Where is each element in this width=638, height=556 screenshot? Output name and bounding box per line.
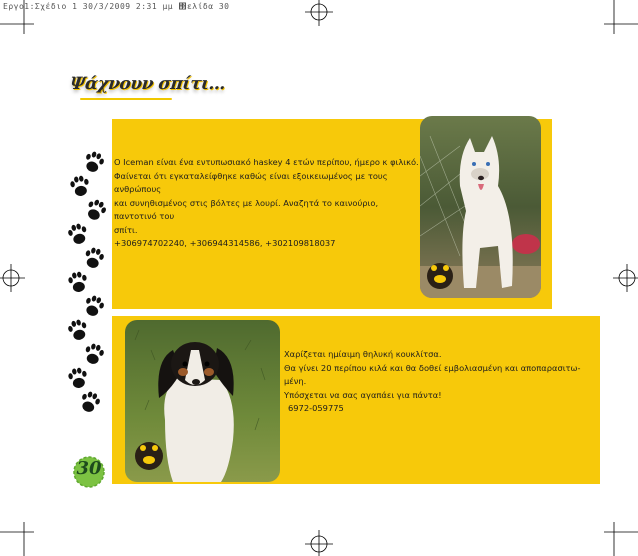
registration-mark-bottom [305, 530, 333, 556]
registration-mark-right [613, 264, 638, 292]
paw-prints-decoration [64, 148, 114, 428]
page-number: 30 [76, 458, 102, 479]
title-underline [80, 98, 172, 100]
dog2-line-4: Υπόσχεται να σας αγαπάει για πάντα! [284, 389, 442, 400]
page-title: Ψάχνουν σπίτι... [68, 74, 227, 94]
dog1-line-4: σπίτι. [114, 224, 138, 235]
dog2-description [284, 348, 584, 416]
dog2-line-3: μένη. [284, 376, 307, 386]
dog1-line-3: και συνηθισμένος στις βόλτες με λουρί. Αναζητά το καινούριο, παντοτινό του [114, 197, 379, 221]
dog2-photo [125, 320, 280, 482]
registration-mark-top [305, 0, 333, 26]
printer-slug: Εργο1:Σχέδιο 1 30/3/2009 2:31 μμ ΢ελίδα 30 [3, 2, 230, 11]
dog1-description [114, 156, 420, 251]
dog1-phones: +306974702240, +306944314586, +302109818037 [114, 238, 336, 248]
registration-mark-left [0, 264, 25, 292]
dog2-line-2: Θα γίνει 20 περίπου κιλά και θα δοθεί εμβολιασμένη και αποπαρασιτω- [284, 362, 581, 373]
dog2-line-1: Χαρίζεται ημίαιμη θηλυκή κουκλίτσα. [284, 349, 442, 359]
dog1-photo [420, 116, 541, 298]
dog1-line-1: Ο Iceman είναι ένα εντυπωσιακό haskey 4 ετών περίπου, ήμερο κ φιλικό. [114, 157, 419, 167]
dog2-phone: 6972-059775 [288, 403, 344, 413]
dog1-line-2: Φαίνεται ότι εγκαταλείφθηκε καθώς είναι εξοικειωμένος με τους ανθρώπους [114, 170, 388, 194]
